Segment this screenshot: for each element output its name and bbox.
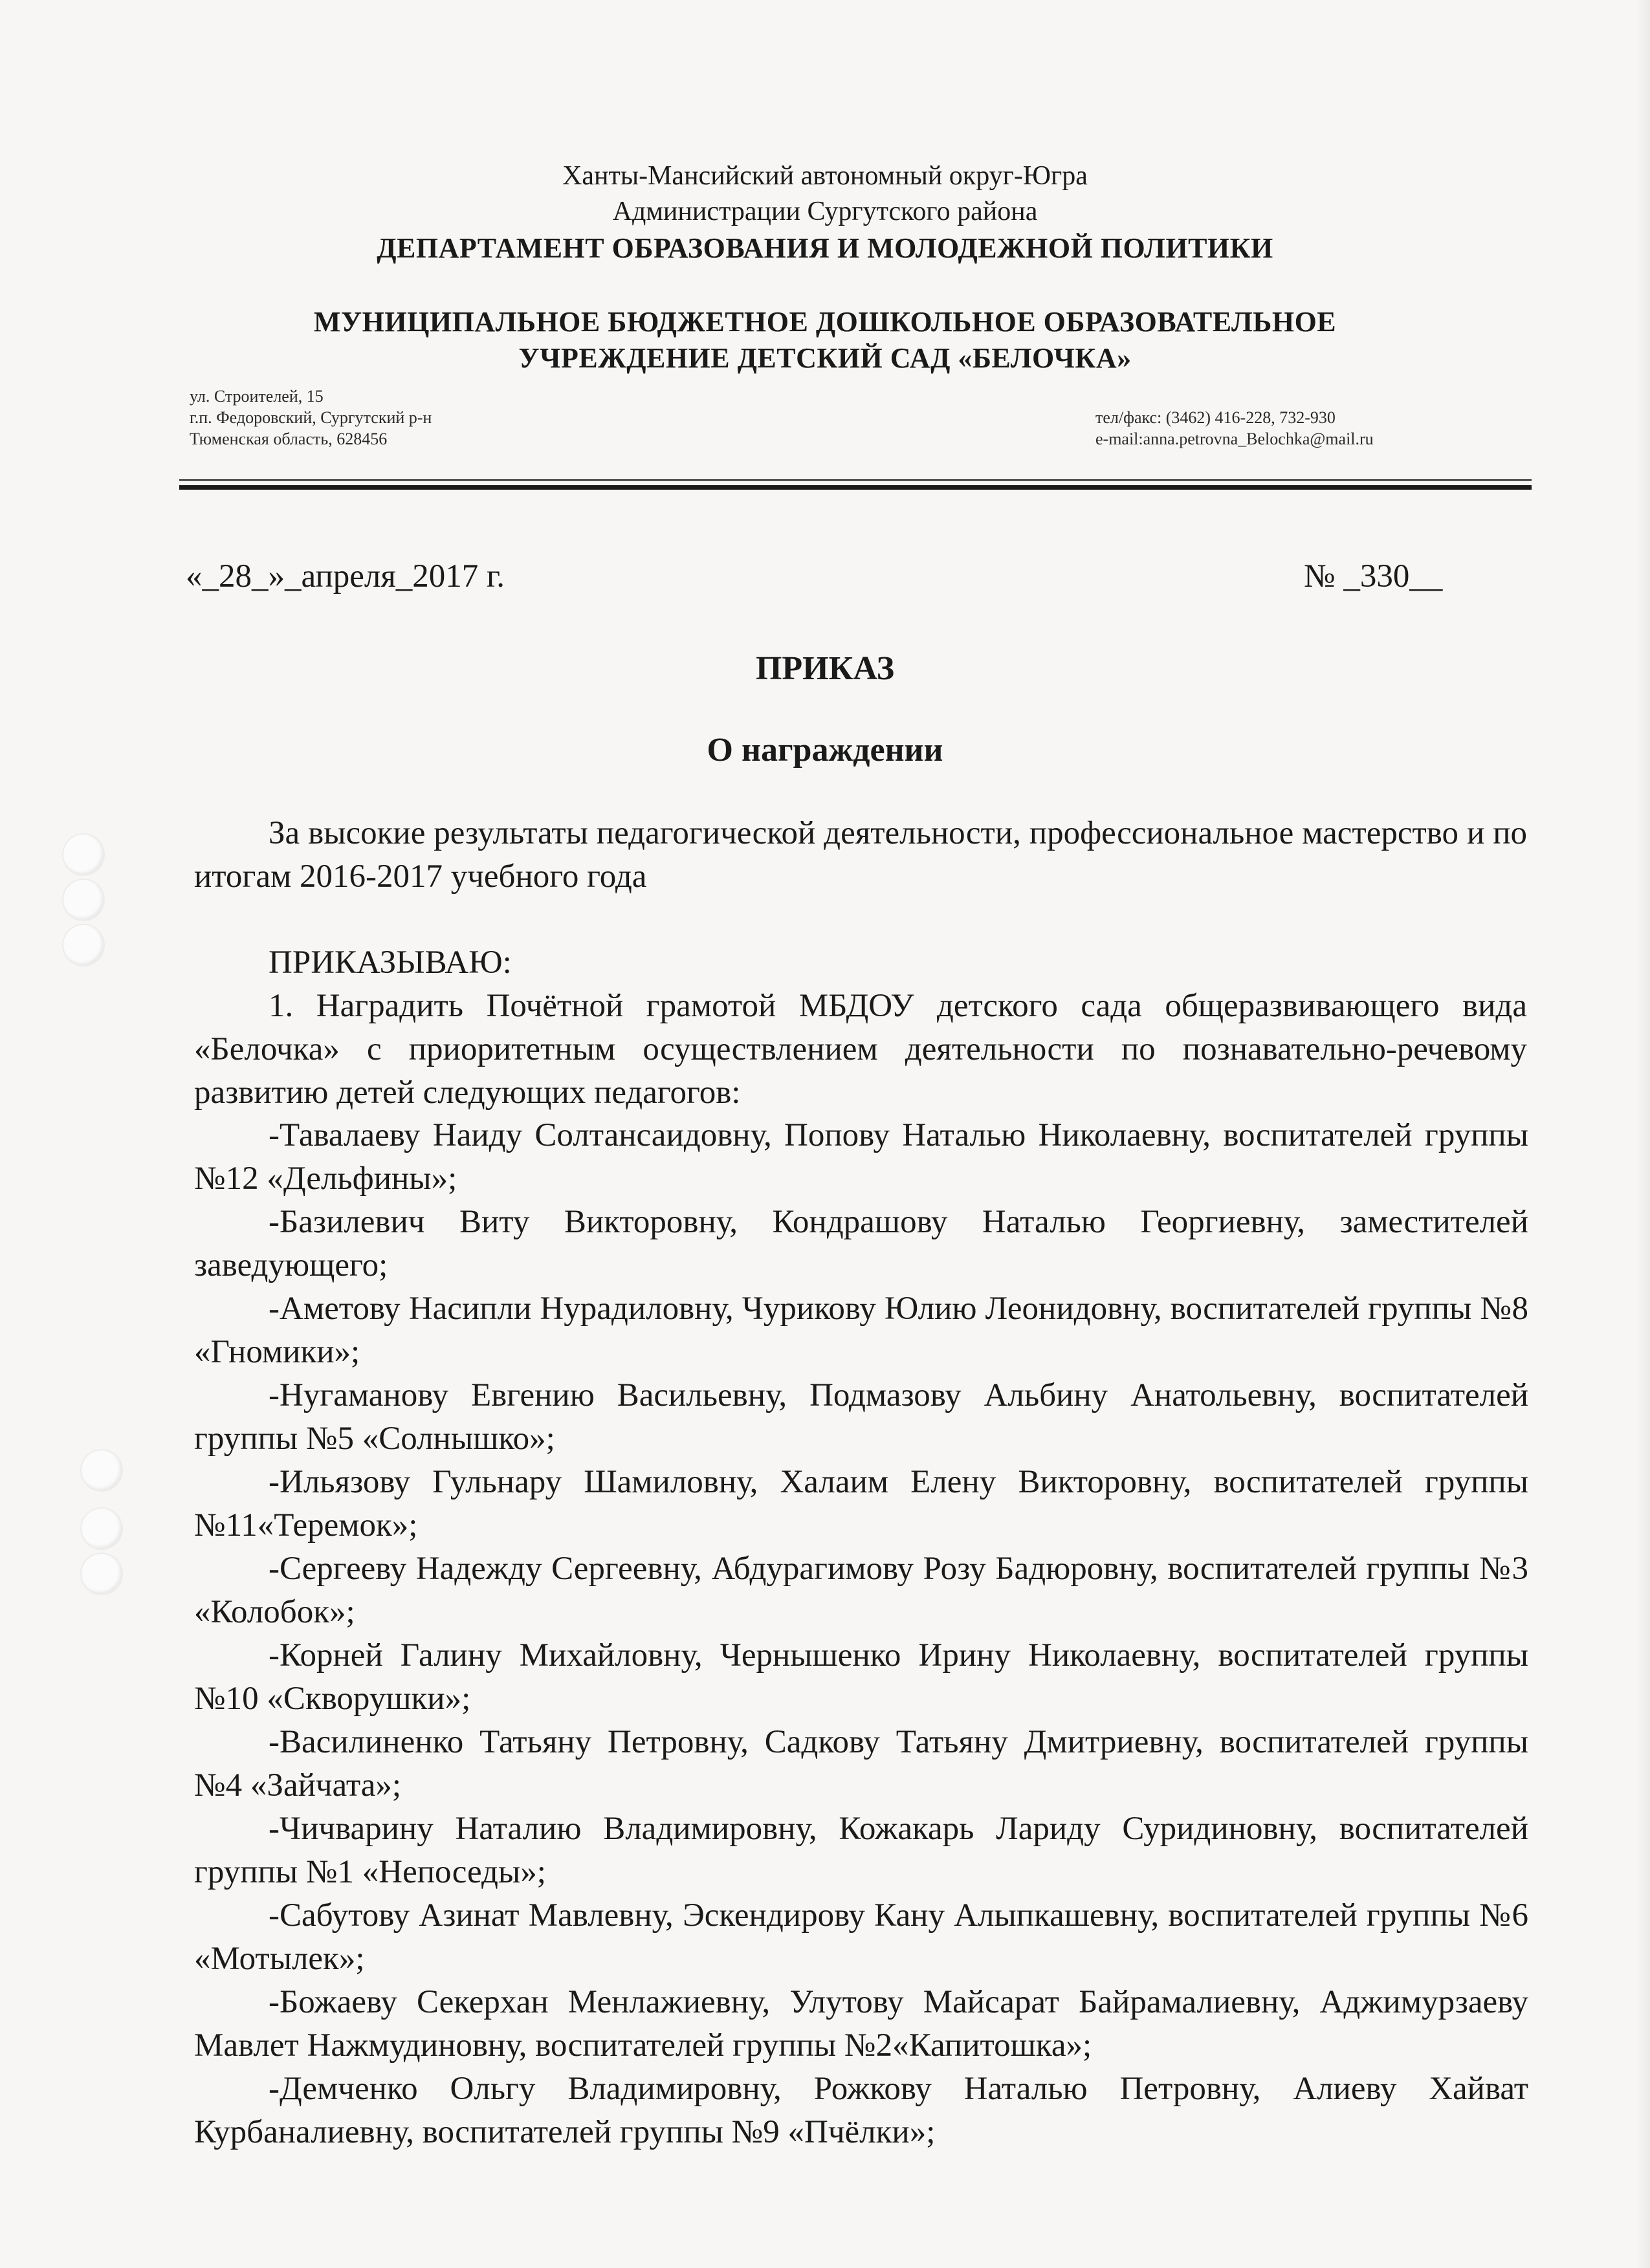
header-institution-line1: МУНИЦИПАЛЬНОЕ БЮДЖЕТНОЕ ДОШКОЛЬНОЕ ОБРАЗОВАТЕЛЬНОЕ — [313, 306, 1337, 338]
award-item: -Ильязову Гульнару Шамиловну, Халаим Елену Викторовну, воспитателей группы №11«Теремок»; — [194, 1464, 1528, 1543]
award-item: -Сабутову Азинат Мавлевну, Эскендирову Кану Алыпкашевну, воспитателей группы №6 «Мотылек»; — [194, 1897, 1528, 1977]
point-1-text: 1. Наградить Почётной грамотой МБДОУ детского сада общеразвивающего вида «Белочка» с приоритетным осуществлением деятельности по познавательно-речевому развитию детей следующих педагогов: — [194, 988, 1527, 1111]
header-institution-line2: УЧРЕЖДЕНИЕ ДЕТСКИЙ САД «БЕЛОЧКА» — [518, 342, 1132, 374]
award-item: -Божаеву Секерхан Менлажиевну, Улутову Майсарат Байрамалиевну, Аджимурзаеву Мавлет Нажмудиновну, воспитателей группы №2«Капитошка»; — [194, 1984, 1528, 2064]
award-item: -Аметову Насипли Нурадиловну, Чурикову Юлию Леонидовну, воспитателей группы №8 «Гномики»; — [194, 1291, 1528, 1370]
address-street: ул. Строителей, 15 — [190, 387, 324, 406]
punch-hole-icon — [82, 1450, 122, 1490]
page-edge-shadow — [1636, 0, 1650, 2268]
address-region: Тюменская область, 628456 — [190, 430, 388, 448]
header-rule-thick — [179, 485, 1532, 490]
award-item: -Нугаманову Евгению Васильевну, Подмазову Альбину Анатольевну, воспитателей группы №5 «Солнышко»; — [194, 1377, 1528, 1457]
award-item: -Демченко Ольгу Владимировну, Рожкову Наталью Петровну, Алиеву Хайват Курбаналиевну, воспитателей группы №9 «Пчёлки»; — [194, 2071, 1528, 2150]
contact-phone: тел/факс: (3462) 416-228, 732-930 — [1095, 408, 1336, 427]
header-region: Ханты-Мансийский автономный округ-Югра — [562, 161, 1088, 191]
header-department: ДЕПАРТАМЕНТ ОБРАЗОВАНИЯ И МОЛОДЕЖНОЙ ПОЛИТИКИ — [377, 232, 1273, 264]
punch-hole-icon — [63, 880, 104, 920]
header-administration: Администрации Сургутского района — [612, 197, 1038, 226]
header-rule-thin — [179, 479, 1532, 481]
punch-hole-icon — [82, 1509, 122, 1549]
address-block — [190, 386, 432, 450]
award-item: -Корней Галину Михайловну, Чернышенко Ирину Николаевну, воспитателей группы №10 «Скворушки»; — [194, 1637, 1528, 1717]
award-item: -Базилевич Виту Викторовну, Кондрашову Наталью Георгиевну, заместителей заведующего; — [194, 1204, 1528, 1283]
award-item: -Тавалаеву Наиду Солтансаидовну, Попову Наталью Николаевну, воспитателей группы №12 «Дельфины»; — [194, 1117, 1528, 1197]
award-item: -Василиненко Татьяну Петровну, Садкову Татьяну Дмитриевну, воспитателей группы №4 «Зайчата»; — [194, 1724, 1528, 1804]
award-item: -Сергееву Надежду Сергеевну, Абдурагимову Розу Бадюровну, воспитателей группы №3 «Колобок»; — [194, 1551, 1528, 1630]
punch-hole-icon — [82, 1554, 122, 1594]
award-item: -Чичварину Наталию Владимировну, Кожакарь Лариду Суридиновну, воспитателей группы №1 «Непоседы»; — [194, 1811, 1528, 1890]
punch-hole-icon — [63, 925, 104, 965]
order-title: ПРИКАЗ — [755, 650, 895, 687]
contacts-block — [1095, 407, 1374, 450]
punch-hole-icon — [63, 834, 104, 875]
contact-email: e-mail:anna.petrovna_Belochka@mail.ru — [1095, 430, 1374, 448]
order-subject: О награждении — [707, 732, 943, 769]
preamble-text: За высокие результаты педагогической деятельности, профессиональное мастерство и по итогам 2016-2017 учебного года — [194, 815, 1527, 895]
directive-text: ПРИКАЗЫВАЮ: — [269, 944, 512, 981]
order-date: «_28_»_апреля_2017 г. — [186, 558, 505, 594]
address-town: г.п. Федоровский, Сургутский р-н — [190, 408, 432, 427]
order-number: № _330__ — [1304, 558, 1443, 594]
